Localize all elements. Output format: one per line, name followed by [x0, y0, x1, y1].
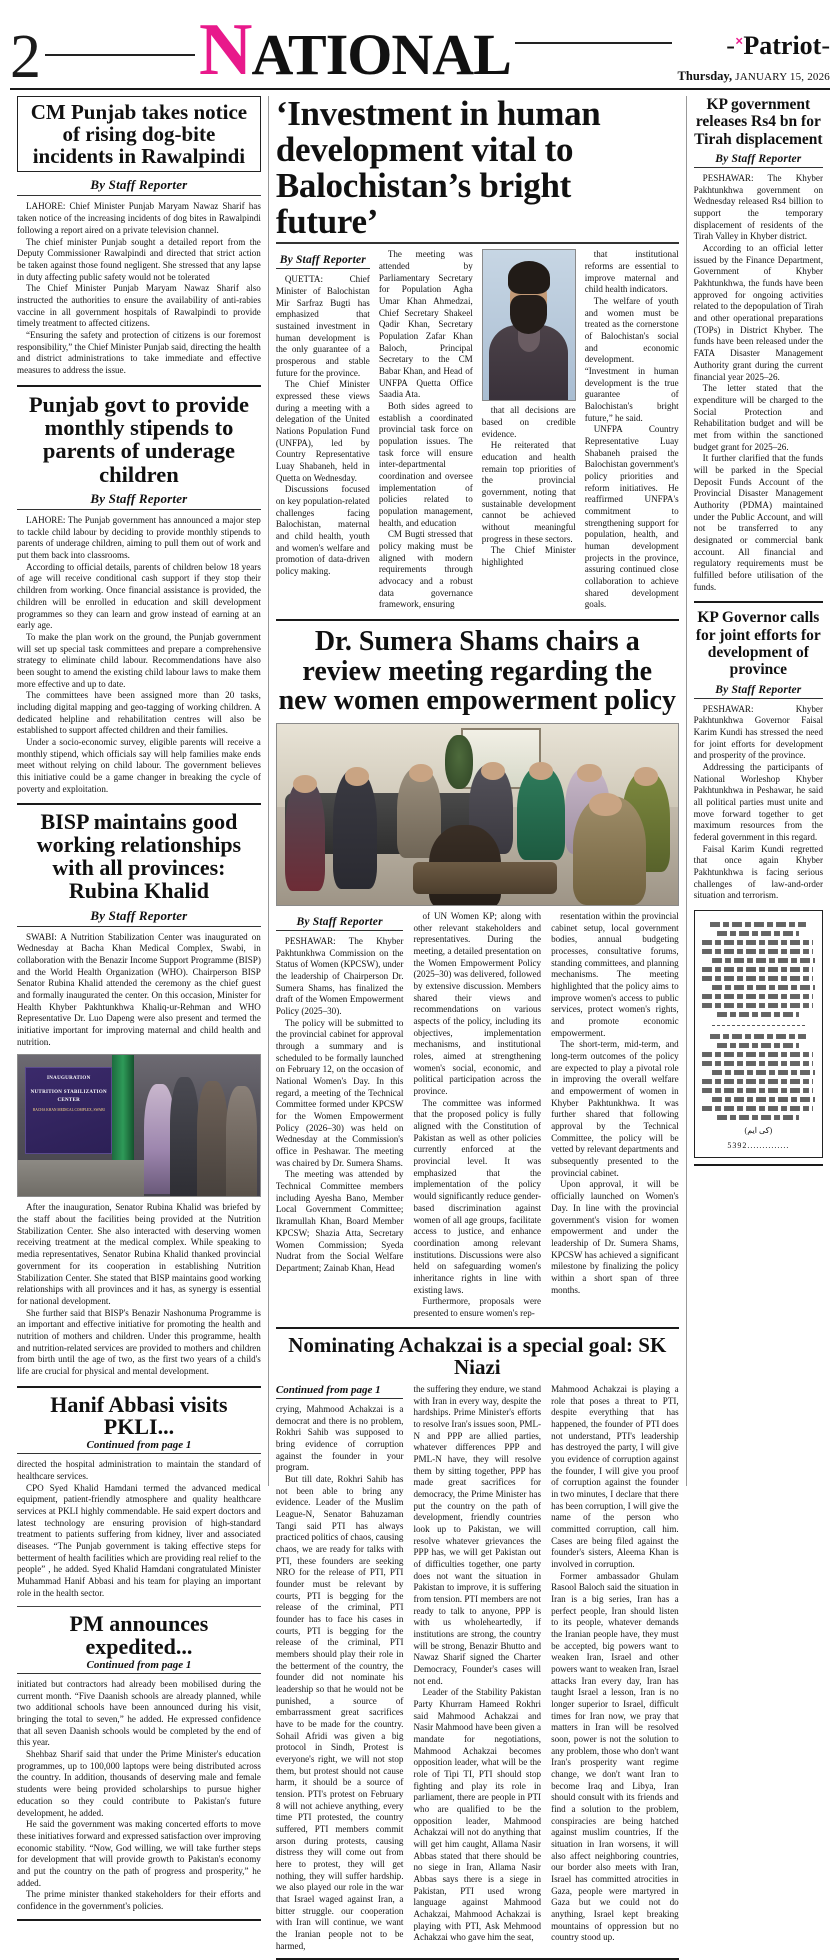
byline-rule — [276, 930, 404, 931]
photo-subject-hair — [508, 261, 550, 294]
paragraph: UNFPA Country Representative Luay Shabaneh praised the Balochistan government's policy priorities and reform initiatives. He reaffirmed UNFPA's commitment to strengthening support for population, health, and human development projects in the province, assuring continued close collaboration to achieve shared development goals. — [584, 424, 679, 610]
paragraph: that institutional reforms are essential to improve maternal and child health indicators. — [584, 249, 679, 295]
bottom-col-b — [413, 1384, 541, 1953]
paragraph: CPO Syed Khalid Hamdani termed the advanced medical equipment, patient-friendly atmosphere and quality healthcare services at PKLI highly commendable. He said expert doctors and latest technology are ensuring provision of high-standard treatment to patients suffering from kidney, liver and associated diseases. “The Punjab government is taking effective steps for betterment of health facilities which are providing real relief to the people” , he added. Syed Khalid Hamdani congratulated Minister Muhammad Hanif Abbasi and his team for playing an important role in the health sector. — [17, 1482, 261, 1598]
body-bottom-c — [551, 1384, 679, 1944]
byline-rule — [17, 1673, 261, 1674]
urdu-text-line — [710, 1034, 806, 1039]
paragraph: He reiterated that education and health remain top priorities of the provincial government, noting that sustainable development cannot be achieved without meaningful progress in these sectors. — [481, 440, 576, 544]
body-lead-b — [379, 249, 473, 611]
paragraph: Both sides agreed to establish a coordinated provincial task force on population issues. The task force will ensure inter-departmental coordination and oversee implementation of policies related to population management, health, and education — [378, 400, 473, 528]
body-mid-a — [276, 936, 404, 1274]
urdu-text-line — [717, 1043, 799, 1048]
cm-balochistan-portrait-photo — [482, 249, 576, 401]
urdu-text-line — [702, 949, 813, 954]
body-story3-after — [17, 1202, 261, 1377]
byline-rule — [17, 1453, 261, 1454]
paragraph: The committee was informed that the proposed policy is fully aligned with the Constitution of Pakistan as well as other policies currently enforced at the provincial level. It was emphasized that the implementation of the policy would significantly reduce gender-based discrimination against women of all age groups, facilitate access to justice, and enhance coordination among relevant institutions. Discussions were also held on safeguarding women's inheritance rights in line with existing laws. — [413, 1097, 542, 1295]
paragraph: resentation within the provincial cabinet setup, local government bodies, annual budgeting processes, consultative forums, standing committees, and planning mechanisms. The meeting highlighted that the policy aims to improve women's access to public services, protect women's rights, and promote economic empowerment. — [551, 911, 679, 1038]
headline-hanif-abbasi-pkli: Hanif Abbasi visits PKLI... — [50, 1391, 228, 1440]
paragraph: Shehbaz Sharif said that under the Prime Minister's education programmes, up to 100,000 laptops were being distributed across the country. In addition, thousands of deserving male and female students were being provided scholarships to pursue higher education so they could contribute to Pakistan's future development, he added. — [17, 1749, 261, 1818]
photo-person-2 — [170, 1077, 199, 1197]
photo-banner-sub: BACHA KHAN MEDICAL COMPLEX, SWABI — [32, 1108, 105, 1113]
paragraph: The chief minister Punjab sought a detailed report from the Deputy Commissioner Rawalpindi and directed that strict action be taken against those found negligent. She stressed that any lapse in duty affecting public safety would not be tolerated — [17, 236, 261, 282]
paragraph: Faisal Karim Kundi regretted that once again Khyber Pakhtunkhwa is facing serious challenges of law-and-order situation and terrorism. — [693, 843, 823, 901]
paragraph: After the inauguration, Senator Rubina Khalid was briefed by the staff about the facilities being provided at the Nutrition Stabilization Center. She also interacted with deserving women receiving treatment at the medical complex. While speaking to media representatives, Senator Rubina Khalid thanked provincial government for its cooperation in establishing Nutrition Stabilization Center. She stated that BISP maintains good working relationships with all provinces and it has, as synergy is essential for national development. — [17, 1202, 261, 1306]
byline-rule — [276, 1398, 404, 1399]
continued-label-bottom: Continued from page 1 — [275, 1383, 381, 1396]
photo-attendee-1 — [285, 778, 325, 890]
urdu-text-line — [712, 1097, 815, 1102]
photo-face-6 — [577, 764, 601, 782]
photo-person-4 — [226, 1086, 257, 1197]
headline-lead-balochistan: ‘Investment in human development vital to Balochistan’s bright future’ — [275, 94, 601, 242]
urdu-text-line — [702, 1003, 813, 1008]
column-footer-rule — [17, 1919, 261, 1921]
body-story2 — [17, 515, 261, 795]
brand-accent-mark: ✕ — [734, 36, 744, 48]
paragraph: crying, Mahmood Achakzai is a democrat and there is no problem, Rokhri Sahib was supposed to bring evidence of corruption against the founder in your program. — [275, 1403, 404, 1473]
body-bottom-b — [413, 1384, 541, 1944]
bottom-story-columns — [276, 1384, 679, 1953]
urdu-legal-notice-advertisement — [694, 910, 823, 1158]
headline-kp-governor-joint-efforts: KP Governor calls for joint efforts for development of province — [695, 609, 821, 679]
paragraph: But till date, Rokhri Sahib has not been able to bring any evidence. Leader of the Muslim League-N, Senator Bahuzaman Tangi said PTI has always practiced politics of chaos, causing chaos, we are ready for talks with PTI, these founders are seeking NRO for the release of PTI, PTI founder must be relevant by courts, PTI is begging for the release of the criminal, PTI founder has to face his cases in courts, PTI is begging for the release of the criminal, PTI members should play their role in the betterment of the country, the founder did not nominate his leadership so that he would not be punished, a source of embarrassment great sacrifices have to be made for the country. Sohail Afridi was given a big protocol in Sindh, Protest is everyone's right, we will not stop them, but protest should not cause harm, it should be a source of tension. PTI's protest on February 8 will not achieve anything, every time PTI protested, the country suffered, PTI members commit arson during protests, causing distress they will come out from here to protest, they will get nothing, they will suffer hardship. we also played our role in the war that Israel waged against Iran, a bitter struggle. our cooperation with Iran will continue, we want the Iranian people not to be harmed, — [275, 1473, 404, 1951]
body-bottom-a — [276, 1404, 404, 1953]
urdu-text-line — [717, 1115, 799, 1120]
masthead-rule-left — [45, 54, 195, 56]
photo-face-3 — [409, 764, 433, 782]
urdu-ad-separator — [712, 1025, 805, 1026]
column-1 — [10, 96, 269, 1911]
paragraph: The policy will be submitted to the provincial cabinet for approval through a summary and is scheduled to be formally launched on February 12, on the occasion of National Women's Day. In this regard, a meeting of the Technical Committee formed under KPCSW for the Women Empowerment Policy (2026–30) was held on Wednesday at the Commission's office in Peshawar. The meeting was chaired by Dr. Sumera Shams. — [275, 1017, 404, 1168]
byline-lead: By Staff Reporter — [279, 254, 366, 267]
byline-rule — [694, 698, 823, 699]
paragraph: He said the government was making concerted efforts to move these initiatives forward and expressed satisfaction over improving economic stability. “Now, God willing, we will take further steps for development that will provide growth to Pakistan's economy and put the country on the path of progress and prosperity,” he added. — [17, 1819, 261, 1888]
women-empowerment-review-meeting-photo — [276, 723, 679, 906]
byline-story1: By Staff Reporter — [90, 177, 188, 193]
brand-name: Patriot — [743, 31, 822, 60]
paragraph: PESHAWAR: Khyber Pakhtunkhwa Governor Faisal Karim Kundi has stressed the need for joint efforts for development and prosperity of the province. — [693, 703, 823, 761]
masthead-bottom-rule — [10, 88, 830, 90]
photo-banner — [25, 1067, 112, 1154]
urdu-text-line — [717, 1012, 799, 1017]
byline-rule — [17, 195, 261, 196]
body-story1 — [17, 201, 261, 376]
paragraph: Under a socio-economic survey, eligible parents will receive a monthly stipend, which officials say will help families make ends meet without relying on child labour. The government believes this initiative could be a game changer in breaking the cycle of poverty and exploitation. — [17, 736, 261, 794]
paragraph: To make the plan work on the ground, the Punjab government will set up special task committees and prepare a comprehensive strategy to eliminate child labour. Recommendations have also been sought to amend the existing child labour laws to make them more effective and up to date. — [17, 631, 261, 689]
paragraph: The letter stated that the expenditure will be charged to the Social Protection and Rehabilitation budget and will be met from within the sanctioned budget grant for 2025–26. — [693, 383, 823, 452]
urdu-text-line — [702, 1106, 813, 1111]
paragraph: The welfare of youth and women must be treated as the cornerstone of Balochistan's social and economic development. “Investment in human development is the true guarantee of Balochistan's bright future,” he said. — [584, 295, 679, 423]
lead-col-d — [585, 249, 679, 611]
urdu-text-line — [712, 958, 815, 963]
urdu-ad-signature: (کی ایم) — [744, 1126, 773, 1136]
paragraph: The Chief Minister expressed these views during a meeting with a delegation of the United Nations Population Fund (UNFPA), led by Country Representative Luay Shabaneh, held in Quetta on Wednesday. — [275, 379, 370, 483]
headline-cm-punjab-dog-bite: CM Punjab takes notice of rising dog-bite incidents in Rawalpindi — [17, 96, 261, 172]
continued-label-1: Continued from page 1 — [86, 1439, 192, 1452]
story-divider — [694, 601, 823, 603]
paragraph: Upon approval, it will be officially launched on Women's Day. In line with the provincial government's vision for women empowerment and under the leadership of Dr. Sumera Shams, KPCSW has achieved a significant milestone by finalizing the policy within a short span of three months. — [551, 1179, 679, 1295]
paragraph: Leader of the Stability Pakistan Party Khurram Hameed Rokhri said Mahmood Achakzai and Nasir Mahmood have been given a mandate for negotiations, Mahmood Achakzai becomes opposition leader, what will be the role of Tipi TI, PTI should stop fighting and play its role in parliament, there are people in PTI who are qualified to be the opposition leader, Mahmood Achakzai will not do anything that will get him caught, Allama Nasir Abbas stated that there should be no siege in Iran, Allama Nasir Abbas says there is a siege in Pakistan, PTI used wrong language against Mahmood Achakzai, Mahmood Achakzai is playing with PTI, Ask Mehmood Achakzai who gave him the seat, — [413, 1687, 542, 1943]
byline-rule — [276, 242, 679, 244]
lead-story-columns — [276, 249, 679, 611]
photo-floor — [18, 1160, 144, 1197]
paragraph: Mahmood Achakzai is playing a role that poses a threat to PTI, despite everything that has happened, the founder of PTI does not understand, PTI's leadership has destroyed the party, I will give you evidence of corruption against the founder, I will give you proof of corruption against the founder in two minutes, I declare that there has been corruption, I will give the name of the person who committed corruption, call him. Cases are being filed against the founder's sisters, Aleema Khan is involved in corruption. — [551, 1383, 679, 1569]
brand-dash-right: - — [821, 31, 830, 60]
paragraph: The committees have been assigned more than 20 tasks, including digital mapping and geo-tagging of working children. A dedicated helpline and rehabilitation centres will also be established to support affected children and their families. — [17, 690, 261, 736]
paragraph: The meeting was attended by Technical Committee members including Ayesha Bano, Member Local Government Committee; Ikramullah Khan, Board Member KPCSW; Shazia Atta, Secretary Women Commission; Syeda Nudrat from the Social Welfare Department; Zainab Khan, Head — [275, 1169, 404, 1273]
brand-block — [672, 33, 830, 84]
lead-col-a — [276, 249, 370, 611]
story-divider — [17, 803, 261, 805]
body-cont2 — [17, 1679, 261, 1912]
urdu-text-line — [712, 1070, 815, 1075]
body-mid-c — [551, 911, 679, 1296]
photo-plant — [445, 735, 473, 789]
paragraph: Former ambassador Ghulam Rasool Baloch said the situation in Iran is a big series, Iran has a perfect people, Iran should listen to its people, whatever demands the Iranian people have, they must be accepted, big powers want to weaken Iran, Israel and other powers want to weaken Iran, Israel attacks Iran every day, Iran has taught Israel a lesson, Iran is no longer superior to Israel, difficult times for Iran now, we pray that matters in Iran will be resolved soon, power is not the solution to any problem, those who don't want Iran's prosperity want regime change, we don't want Iran to become Iraq and Libya, Iran should consult with its friends and find a solution to the problem, conspiracies are being hatched against muslim countries, If the situation in Iran worsens, it will also affect neighboring countries, our border also meets with Iran, Israel has committed atrocities in Gaza, people were martyred in Gaza but we could not do anything, Israel kept breaking mountains of oppression but no country stood up. — [551, 1570, 679, 1943]
byline-mid: By Staff Reporter — [296, 916, 383, 929]
mid-col-c — [551, 911, 679, 1320]
byline-col4-story2: By Staff Reporter — [715, 683, 802, 696]
brand-dash-left: - — [726, 31, 735, 60]
paragraph: PESHAWAR: The Khyber Pakhtunkhwa government on Wednesday released Rs4 billion to support the temporary displacement of residents of the Tirah Valley in Khyber district. — [693, 173, 823, 242]
urdu-ad-reference: 5392.............. — [727, 1141, 790, 1151]
paragraph: The prime minister thanked stakeholders for their efforts and confidence in the government's policies. — [17, 1889, 261, 1911]
story-divider — [276, 619, 679, 621]
page-number: 2 — [10, 23, 39, 92]
mid-col-a — [276, 911, 404, 1320]
body-story3-before — [17, 932, 261, 1049]
headline-kp-tirah-funds: KP government releases Rs4 bn for Tirah displacement — [694, 96, 823, 148]
urdu-text-line — [702, 940, 813, 945]
body-mid-b — [413, 911, 541, 1320]
urdu-text-line — [710, 922, 806, 927]
mid-story-columns — [276, 911, 679, 1320]
paragraph: Discussions focused on key population-related challenges facing Balochistan, maternal and child health, youth and women's welfare and promotion of data-driven policy making. — [275, 484, 370, 576]
nutrition-center-inauguration-photo — [17, 1054, 261, 1197]
byline-rule — [276, 268, 370, 269]
paragraph: LAHORE: The Punjab government has announced a major step to tackle child labour by deciding to provide monthly stipends to parents of underage children, aiming to pull them out of work and put them back into classrooms. — [17, 515, 261, 561]
photo-banner-kicker: INAUGURATION — [47, 1075, 91, 1081]
paragraph: SWABI: A Nutrition Stabilization Center was inaugurated on Wednesday at Bacha Khan Medical Complex, Swabi, in collaboration with the Benazir Income Support Programme (BISP) and the World Health Organization (WHO). Chairperson BISP Senator Rubina Khalid attended the ceremony as the chief guest and formally inaugurated the center. On this occasion, Minister for Health Khyber Pakhtunkhwa Khaliq-ur-Rehman and WHO Representative Dr. Luo Dapeng were also present and termed the initiative important for improving maternal and child health and nutrition. — [17, 931, 261, 1047]
body-col4-story2 — [694, 704, 823, 902]
continued-label-2: Continued from page 1 — [86, 1659, 192, 1672]
headline-bisp-rubina-khalid: BISP maintains good working relationships with all provinces: Rubina Khalid — [36, 809, 242, 903]
headline-punjab-stipends: Punjab govt to provide monthly stipends to parents of underage children — [28, 391, 250, 487]
paragraph: According to official details, parents of children below 18 years of age will receive conditional cash support if they stop their children from working. Once financial assistance is provided, the children will be enrolled in education and skill development programmes so they can learn and grow instead of earning at an early age. — [17, 561, 261, 631]
byline-rule — [17, 926, 261, 927]
paragraph: of UN Women KP; along with other relevant stakeholders and representatives. During the meeting, a detailed presentation on the Women Empowerment Policy (2025–30) was delivered, followed by extensive discussion. Members shared their views and recommendations on various aspects of the policy, including its objectives, implementation mechanisms, and institutional roles, aimed at strengthening women's social, economic, and political participation across the province. — [413, 911, 542, 1097]
paragraph: The Chief Minister highlighted — [481, 545, 576, 567]
urdu-text-line — [712, 985, 815, 990]
column-4 — [687, 96, 830, 1486]
story-divider — [276, 1327, 679, 1329]
mid-col-b — [413, 911, 541, 1320]
body-lead-c — [482, 405, 576, 568]
paragraph: She further said that BISP's Benazir Nashonuma Programme is an important and effective initiative for promoting the health and nutrition of mothers and children. Under this programme, health and nutrition-related services are provided to mothers and children from birth until the age of two, as the first two years of a child's life are crucial for physical and mental development. — [17, 1307, 261, 1376]
story-divider — [17, 385, 261, 387]
photo-banner-title: NUTRITION STABILIZATION CENTER — [30, 1090, 107, 1103]
urdu-text-line — [702, 994, 813, 999]
photo-table — [413, 862, 557, 895]
photo-face-2 — [345, 767, 369, 785]
body-lead-d — [585, 249, 679, 611]
paragraph: The Chief Minister Punjab Maryam Nawaz Sharif also instructed the authorities to ensure the availability of anti-rabies vaccine in all government hospitals of Rawalpindi to provide timely treatment to affected citizens. — [17, 283, 261, 329]
paragraph: “Ensuring the safety and protection of citizens is our foremost responsibility,” the Chief Minister Punjab said, directing the health and district administrations to take immediate and effective measures to address the issue. — [17, 329, 261, 375]
section-title-dropcap: N — [199, 9, 252, 92]
paragraph: PESHAWAR: The Khyber Pakhtunkhwa Commission on the Status of Women (KPCSW), under the leadership of Chairperson Dr. Sumera Shams, has finalized the draft of the Women Empowerment Policy (2025–30). — [275, 936, 404, 1017]
paragraph: LAHORE: Chief Minister Punjab Maryam Nawaz Sharif has taken notice of the increasing incidents of dog bites in Rawalpindi following a report aired on a private television channel. — [17, 201, 261, 235]
section-title-rest: ATIONAL — [251, 22, 511, 88]
dateline-date: JANUARY 15, 2026 — [735, 71, 830, 83]
paragraph: The short-term, mid-term, and long-term outcomes of the policy are expected to play a pivotal role in improving the overall welfare and empowerment of women in Khyber Pakhtunkhwa. It was further shared that following approval by the Technical Committee, the policy will be vetted by relevant departments and subsequently presented to the provincial cabinet. — [551, 1039, 679, 1178]
paragraph: directed the hospital administration to maintain the standard of healthcare services. — [17, 1459, 261, 1481]
byline-story2: By Staff Reporter — [90, 491, 188, 507]
brand-logo — [678, 33, 830, 59]
paragraph: The meeting was attended by Parliamentary Secretary for Population Agha Umar Khan Ahmedzai, Chief Secretary Shakeel Qadir Khan, Secretary Population Zafar Khan Baloch, Principal Secretary to the CM Babar Khan, and Head of UNFPA Quetta Office Saadia Ata. — [378, 249, 473, 400]
paragraph: It further clarified that the funds will be parked in the Special Deposit Funds Account of the Provincial Disaster Management Authority (PDMA) maintained under the Public Account, and will not be transferred to any designated or commercial bank account. All financial and regulatory requirements must be fulfilled before utilisation of the funds. — [693, 453, 823, 592]
body-cont1 — [17, 1459, 261, 1599]
body-col4-story1 — [694, 173, 823, 593]
story-divider — [17, 1606, 261, 1607]
headline-sumera-shams-women-policy: Dr. Sumera Shams chairs a review meeting regarding the new women empowerment policy — [278, 626, 676, 717]
lead-col-c — [482, 249, 576, 611]
column-footer-rule — [694, 1164, 823, 1166]
paragraph: Addressing the participants of National Worleshop Khyber Pakhtunkhwa in Peshawar, he said all political parties must unite and move forward together to get maximum resources from the federal government in this regard. — [693, 762, 823, 843]
paragraph: the suffering they endure, we stand with Iran in every way, despite the hardships. Prime Minister's efforts to resolve Iran's issues soon, PML-N and PPP are allied parties, whatever differences PPP and PML-N have, they will resolve them by sitting together, PPP has made great sacrifices for democracy, the Prime Minister has put the country on the path of development, friendly countries look up to Pakistan, we will resolve whatever grievances the PPP has, we will get Pakistan out of difficulties together, one party does not want the situation in Pakistan to improve, it is suffering from tension. PTI members are not ready to talk to anyone, PPP is with us wholeheartedly, if institutions are strong, the country will be strong, Benazir Bhutto and Nawaz Sharif signed the Charter Democracy, Founder's cases will not end. — [413, 1383, 542, 1686]
photo-person-3 — [197, 1081, 228, 1198]
body-lead-a — [276, 274, 370, 577]
column-middle — [269, 94, 687, 1951]
photo-curtain — [112, 1055, 134, 1159]
byline-story3: By Staff Reporter — [90, 907, 188, 923]
masthead — [10, 0, 830, 92]
photo-face-8 — [589, 793, 621, 817]
paragraph: QUETTA: Chief Minister of Balochistan Mir Sarfraz Bugti has emphasized that sustained investment in human development is the only guarantee of a prosperous and stable future for the province. — [275, 274, 370, 378]
headline-nominating-achakzai: Nominating Achakzai is a special goal: SK Niazi — [288, 1332, 667, 1380]
headline-pm-announces-expedited: PM announces expedited... — [69, 1611, 209, 1660]
bottom-col-a — [276, 1384, 404, 1953]
byline-rule — [694, 167, 823, 168]
urdu-text-line — [702, 1061, 813, 1066]
urdu-text-line — [702, 1079, 813, 1084]
urdu-text-line — [702, 1088, 813, 1093]
byline-rule — [17, 509, 261, 510]
paragraph: According to an official letter issued by the Finance Department, Government of Khyber Pakhtunkhwa, the funds have been approved for ongoing activities related to the depopulation of Tirah and other operational preparations (TOPs) in District Khyber. The funds have been released under the FATA Disaster Management Authority grant during the current financial year 2025–26. — [693, 243, 823, 382]
story-divider — [17, 1386, 261, 1388]
dateline-day: Thursday, — [677, 69, 733, 83]
urdu-text-line — [702, 976, 813, 981]
photo-attendee-2 — [333, 769, 377, 888]
masthead-rule-right — [515, 42, 672, 44]
urdu-text-line — [717, 931, 799, 936]
paragraph: that all decisions are based on credible evidence. — [481, 405, 576, 439]
dateline — [678, 69, 830, 84]
urdu-text-line — [702, 967, 813, 972]
lead-col-b — [379, 249, 473, 611]
paragraph: Furthermore, proposals were presented to ensure women's rep- — [413, 1296, 542, 1318]
paragraph: initiated but contractors had already been mobilised during the current month. “Five Daanish schools are already planned, while two additional schools have been announced during his visit, bringing the total to seven,” he added. He expressed confidence that all seven Daanish schools would be completed by the end of this year. — [17, 1679, 261, 1748]
bottom-col-c — [551, 1384, 679, 1953]
paragraph: CM Bugti stressed that policy making must be aligned with modern requirements through advocacy and a robust data governance framework, ensuring — [378, 529, 473, 610]
byline-col4-story1: By Staff Reporter — [715, 153, 802, 166]
photo-face-7 — [634, 767, 658, 785]
section-title — [195, 9, 515, 92]
page-grid — [10, 94, 830, 1951]
photo-face-1 — [293, 775, 317, 793]
urdu-text-line — [702, 1052, 813, 1057]
